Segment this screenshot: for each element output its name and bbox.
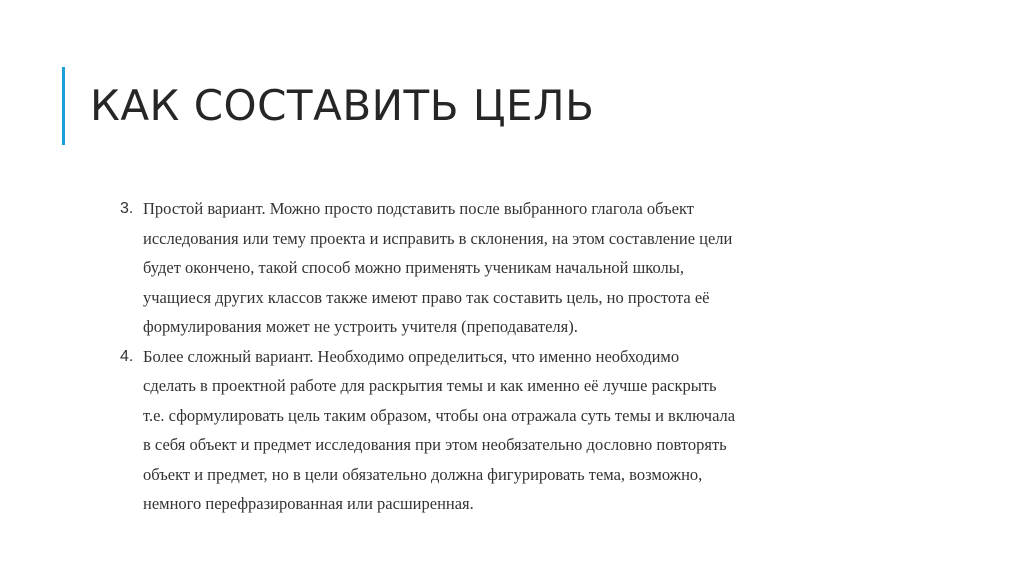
- text-line: исследования или тему проекта и исправить в склонения, на этом составление цели: [143, 228, 733, 248]
- text-line: т.е. сформулировать цель таким образом, чтобы она отражала суть темы и включала: [143, 405, 736, 425]
- list-text: [143, 194, 880, 342]
- text-line: учащиеся других классов также имеют право так составить цель, но простота её: [143, 287, 710, 307]
- text-line: в себя объект и предмет исследования при этом необязательно дословно повторять: [143, 435, 727, 454]
- list-item-3: [120, 194, 880, 342]
- list-number: 4.: [120, 347, 134, 365]
- slide-title: КАК СОСТАВИТЬ ЦЕЛЬ: [90, 81, 595, 130]
- text-line: Простой вариант. Можно просто подставить после выбранного глагола объект: [143, 199, 695, 218]
- slide-body: [120, 194, 880, 519]
- title-accent-bar: [62, 67, 65, 145]
- list-number: 3.: [120, 200, 134, 217]
- text-line: объект и предмет, но в цели обязательно должна фигурировать тема, возможно,: [143, 464, 703, 484]
- list-item-4: [120, 342, 880, 519]
- text-line: сделать в проектной работе для раскрытия темы и как именно её лучше раскрыть: [143, 376, 717, 395]
- text-line: Более сложный вариант. Необходимо определиться, что именно необходимо: [143, 346, 680, 366]
- list-text: [143, 342, 880, 519]
- text-line: формулирования может не устроить учителя (преподавателя).: [143, 317, 578, 336]
- text-line: будет окончено, такой способ можно применять ученикам начальной школы,: [143, 258, 684, 277]
- text-line: немного перефразированная или расширенная.: [143, 494, 474, 513]
